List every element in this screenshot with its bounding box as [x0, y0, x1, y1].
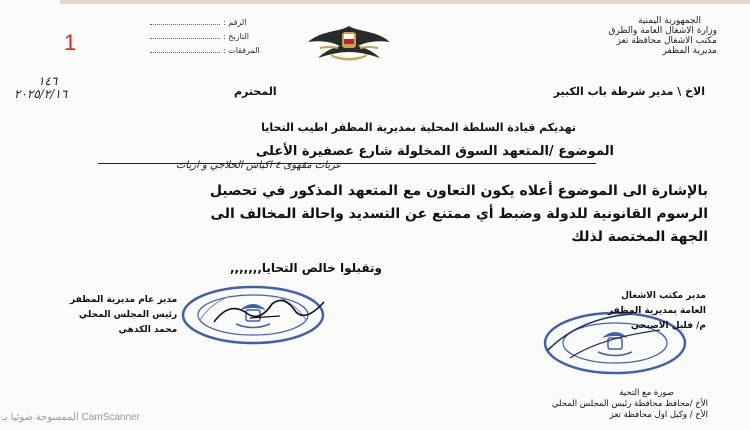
- addressee-line: الاخ \ مدير شرطة باب الكبير: [553, 85, 705, 98]
- meta-attachments-dots: [150, 45, 220, 53]
- top-edge-band: [60, 0, 750, 4]
- respect-word: المحترم: [234, 85, 277, 98]
- body-line-3: الجهة المختصة لذلك: [571, 229, 708, 245]
- copies-block: [552, 388, 708, 421]
- letterhead-line: مكتب الاشغال محافظة تعز: [616, 36, 717, 46]
- handwritten-subject-note: عربات مقهوى ٤ اكياس الحلاجي و اريات: [176, 160, 342, 171]
- red-handwritten-mark: 1: [64, 30, 77, 55]
- body-line-2: الرسوم القانونية للدولة وضبط أي ممتنع عن التسديد واحالة المخالف الى: [210, 206, 708, 222]
- camscanner-watermark: الممسوحة ضوئيا بـ CamScanner: [2, 412, 140, 423]
- meta-date-field: [150, 31, 249, 41]
- subject-line: الموضوع /المتعهد السوق المخلولة شارع عصفيرة الأعلى: [255, 144, 614, 159]
- copies-line: صورة مع التحية: [619, 388, 674, 398]
- signature-right-line: م/ فلبل الاصبحي: [630, 321, 706, 331]
- letterhead-line: الجمهورية اليمنية: [637, 16, 701, 26]
- letterhead-line: وزارة الاشغال العامة والطرق: [608, 26, 717, 36]
- handwritten-number: ١٤٦: [38, 74, 58, 88]
- meta-number-field: [150, 17, 246, 27]
- republic-eagle-emblem: [300, 22, 398, 62]
- subject-underline: [98, 163, 596, 164]
- meta-number-label: الرقم :: [223, 18, 247, 27]
- handwritten-date: ٢٠٢٥/٢/١٦: [14, 87, 68, 101]
- signature-left-line: رئيس المجلس المحلي: [78, 310, 178, 320]
- meta-date-label: التاريخ :: [223, 32, 250, 41]
- copies-line: الأخ /محافظ محافظة رئيس المجلس المحلي: [551, 399, 708, 409]
- signature-left: [70, 293, 177, 338]
- letterhead-line: مديرية المظفر: [662, 46, 717, 56]
- letterhead-right: [608, 16, 717, 56]
- signature-left-line: محمد الكدهي: [118, 325, 178, 335]
- copies-line: الأخ / وكيل اول محافظة تعز: [609, 410, 708, 420]
- greeting-line: تهديكم قيادة السلطة المحلية بمديرية المظفر اطيب التحايا: [261, 121, 576, 134]
- signature-right: [608, 289, 706, 334]
- meta-attachments-field: [150, 45, 260, 55]
- signature-left-line: مدير عام مديرية المظفر: [70, 295, 178, 305]
- closing-line: وتقبلوا خالص التحايا,,,,,,,: [229, 261, 382, 275]
- meta-date-dots: [150, 31, 220, 39]
- meta-attachments-label: المرفقات :: [223, 46, 260, 55]
- body-line-1: بالإشارة الى الموضوع أعلاه يكون التعاون مع المتعهد المذكور في تحصيل: [209, 183, 708, 199]
- left-handwritten-signature: [210, 292, 330, 330]
- meta-number-dots: [150, 17, 220, 25]
- signature-right-line: مدير مكتب الاشغال: [621, 291, 706, 301]
- signature-right-line: العامة بمديرية المظفر: [608, 306, 706, 316]
